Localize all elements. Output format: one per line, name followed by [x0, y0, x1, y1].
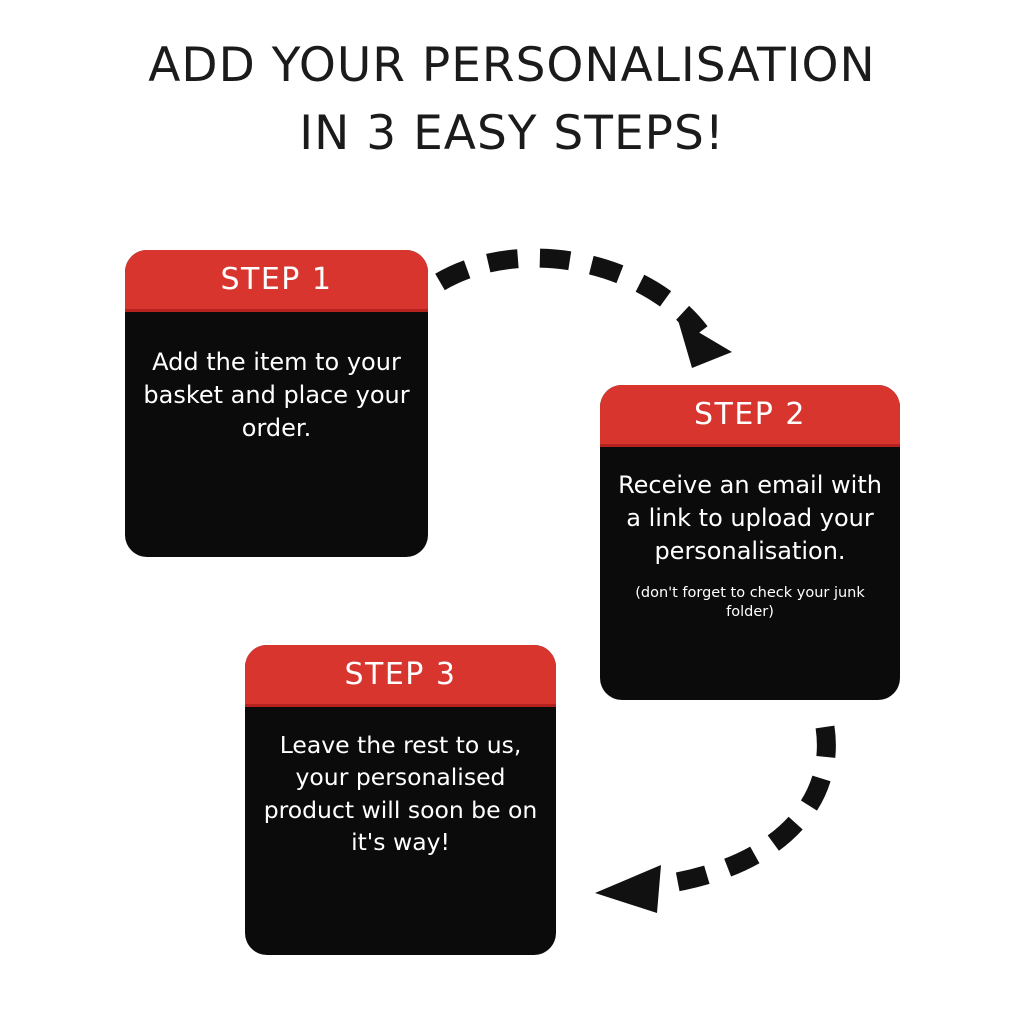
step-card-2-title: STEP 2: [600, 385, 900, 447]
step-card-3: [245, 645, 556, 955]
step-card-1: [125, 250, 428, 557]
page-title-line-2: IN 3 EASY STEPS!: [299, 106, 725, 162]
step-card-3-title: STEP 3: [245, 645, 556, 707]
page-title-line-1: ADD YOUR PERSONALISATION: [148, 38, 876, 93]
arrow-step1-to-step2-icon: [432, 240, 752, 400]
step-card-2-note: (don't forget to check your junk folder): [635, 585, 865, 621]
step-card-3-body: Leave the rest to us, your personalised product will soon be on it's way!: [263, 731, 538, 857]
page-title: [0, 36, 1024, 164]
step-card-1-title: STEP 1: [125, 250, 428, 312]
arrow-step2-to-step3-icon: [575, 715, 865, 945]
step-card-2: [600, 385, 900, 700]
step-card-1-body: Add the item to your basket and place your order.: [143, 348, 410, 443]
step-card-2-body: Receive an email with a link to upload your personalisation.: [618, 471, 882, 566]
